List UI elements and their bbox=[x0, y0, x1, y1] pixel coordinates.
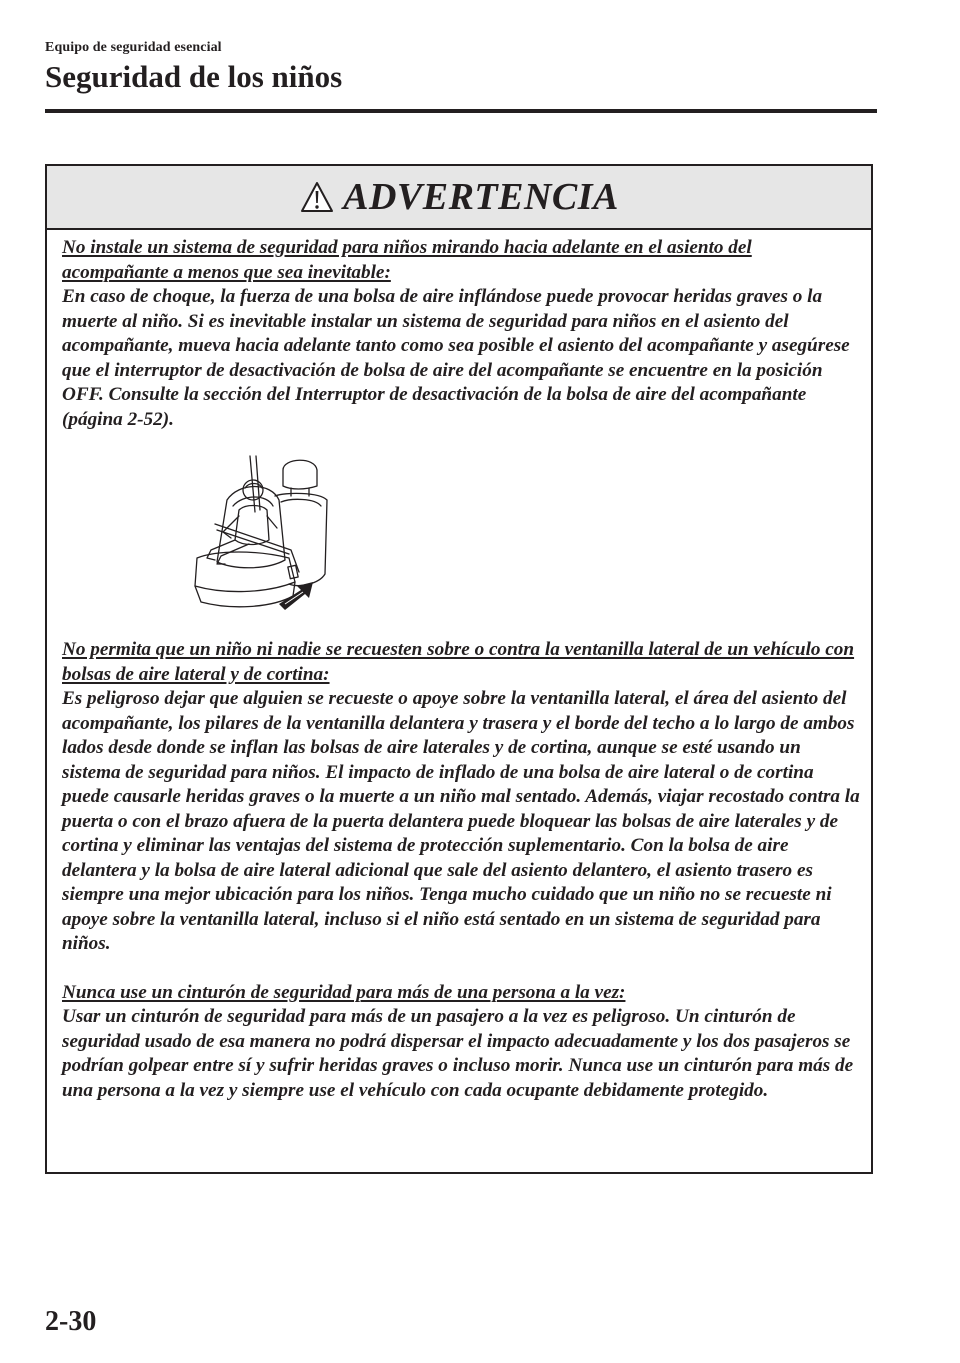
paragraph-spacer bbox=[62, 957, 863, 981]
warning-item-heading: No instale un sistema de seguridad para niños mirando hacia adelante en el asiento del acompañante a menos que sea inevitable: bbox=[62, 237, 752, 283]
warning-item-text: Usar un cinturón de seguridad para más de un pasajero a la vez es peligroso. Un cinturón de seguridad usado de esa manera no podrá dispersar el impacto adecuadamente y los dos pasajeros se podrían golpear entre sí y sufrir heridas graves o incluso morir. Nunca use un cinturón para más de una persona a la vez y siempre use el vehículo con cada ocupante debidamente protegido. bbox=[62, 1006, 854, 1101]
warning-title: ADVERTENCIA bbox=[343, 176, 619, 218]
page-title: Seguridad de los niños bbox=[45, 59, 343, 94]
warning-item bbox=[62, 981, 863, 1104]
warning-item bbox=[62, 638, 863, 957]
child-seat-illustration bbox=[187, 454, 337, 612]
section-label: Equipo de seguridad esencial bbox=[45, 40, 222, 55]
warning-box bbox=[45, 164, 873, 1174]
warning-item-text: En caso de choque, la fuerza de una bolsa de aire inflándose puede provocar heridas graves o la muerte al niño. Si es inevitable instalar un sistema de seguridad para niños en el asiento del acompañante, mueva hacia adelante tanto como sea posible el asiento del acompañante y asegúrese que el interruptor de desactivación de bolsa de aire del acompañante se encuentre en la posición OFF. Consulte la sección del Interruptor de desactivación de la bolsa de aire del acompañante (página 2-52). bbox=[62, 286, 850, 430]
warning-header bbox=[47, 166, 871, 230]
title-divider bbox=[45, 109, 877, 113]
page-number: 2-30 bbox=[45, 1306, 97, 1337]
child-seat-front-passenger-icon bbox=[187, 454, 337, 612]
warning-triangle-icon bbox=[299, 180, 335, 214]
warning-item-text: Es peligroso dejar que alguien se recueste o apoye sobre la ventanilla lateral, el área del asiento del acompañante, los pilares de la ventanilla delantera y trasera y el borde del techo a lo largo de ambos lados desde donde se inflan las bolsas de aire laterales y de cortina, aunque se esté usando un sistema de seguridad para niños. El impacto de inflado de una bolsa de aire lateral o de cortina puede causarle heridas graves o la muerte a un niño mal sentado. Además, viajar recostado contra la puerta o con el brazo afuera de la puerta delantera puede bloquear las bolsas de aire laterales y de cortina y eliminar las ventajas del sistema de protección suplementario. Con la bolsa de aire delantera y la bolsa de aire lateral adicional que sale del asiento delantero, el asiento trasero es siempre una mejor ubicación para los niños. Tenga mucho cuidado que un niño no se recueste ni apoye sobre la ventanilla lateral, incluso si el niño está sentado en un sistema de seguridad para niños. bbox=[62, 688, 860, 954]
warning-item-heading: Nunca use un cinturón de seguridad para más de una persona a la vez: bbox=[62, 981, 626, 1003]
warning-body bbox=[47, 230, 871, 1103]
warning-item bbox=[62, 236, 863, 432]
warning-item-heading: No permita que un niño ni nadie se recuesten sobre o contra la ventanilla lateral de un vehículo con bolsas de aire lateral y de cortina: bbox=[62, 639, 855, 685]
